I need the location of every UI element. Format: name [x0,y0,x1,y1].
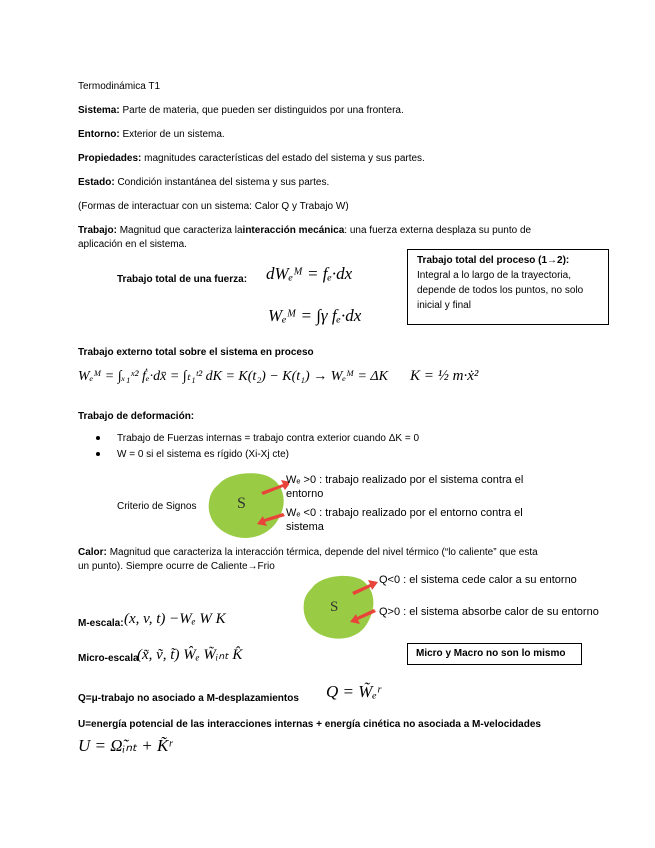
q-positivo: Q>0 : el sistema absorbe calor de su entorno [379,606,599,618]
text-estado: Condición instantánea del sistema y sus partes. [117,177,330,188]
proceso-box-title: Trabajo total del proceso (1→2): [417,255,570,266]
m-escala-label: M-escala: [78,618,124,629]
deformacion-bullet2: W = 0 si el sistema es rígido (Xi-Xj cte) [117,449,289,460]
trabajo-text-a: Magnitud que caracteriza la [119,225,243,236]
term-sistema: Sistema: [78,105,120,116]
blob-letter: S [330,599,339,615]
bullet-dot [96,452,100,456]
u-def-label: U=energía potencial de las interacciones internas + energía cinética no asociada a M-velocidades [78,719,541,730]
def-sistema [78,104,404,117]
text-propiedades: magnitudes características del estado del sistema y sus partes. [144,153,425,164]
trabajo-line2: aplicación en el sistema. [78,239,187,250]
deformacion-label: Trabajo de deformación: [78,411,195,422]
term-calor: Calor: [78,547,107,558]
q-def-eq: Q = W̃ₑʳ [326,682,381,701]
text-entorno: Exterior de un sistema. [122,129,225,140]
externo-label: Trabajo externo total sobre el sistema en proceso [78,347,314,358]
proceso-box [407,249,609,325]
blob-letter: S [237,495,246,512]
proceso-box-line3: inicial y final [417,300,471,311]
text-sistema: Parte de materia, que pueden ser distinguidos por una frontera. [122,105,404,116]
sistema-blob-calor [300,572,380,644]
deformacion-bullet1: Trabajo de Fuerzas internas = trabajo contra exterior cuando ΔK = 0 [117,433,420,444]
formas-text: (Formas de interactuar con un sistema: Calor Q y Trabajo W) [78,201,349,212]
micro-macro-text: Micro y Macro no son lo mismo [416,648,566,659]
def-entorno [78,128,225,141]
q-def-label: Q=μ-trabajo no asociado a M-desplazamientos [78,693,299,704]
eq-w-integral: Wₑᴹ = ∫γ fₑ·dx [268,306,362,325]
eq-dw: dWₑᴹ = fₑ·dx [266,264,353,283]
signos-negativo-line2: sistema [286,521,324,533]
calor-line1 [78,546,538,559]
signos-positivo-line2: entorno [286,488,324,500]
m-escala-eq: (x, v, t) −Wₑ W K [124,611,226,627]
sistema-blob-signos [205,470,289,544]
signos-positivo-line1: Wₑ >0 : trabajo realizado por el sistema contra el [286,474,524,486]
signos-label: Criterio de Signos [117,501,197,512]
proceso-box-line1: Integral a lo largo de la trayectoria, [417,270,571,281]
trabajo-line1 [78,224,531,237]
micro-escala-eq: (x̃, ṽ, t̃) Ŵₑ W̃ᵢₙₜ K̂ [137,647,243,663]
eq-externo: Wₑᴹ = ∫ₓ₁ˣ² ḟₑ·dx̄ = ∫ₜ₁ᵗ² dK = K(t₂) − K(t₁) → Wₑᴹ = ΔK [78,369,388,384]
proceso-box-line2: depende de todos los puntos, no solo [417,285,584,296]
bullet-dot [96,436,100,440]
u-def-eq: U = Ω̃ᵢₙₜ + K̃ʳ [78,736,173,755]
calor-line2: un punto). Siempre ocurre de Caliente→Frio [78,561,275,572]
eq-k: K = ½ m·ẋ² [410,368,479,384]
calor-text-a: Magnitud que caracteriza la interacción térmica, depende del nivel térmico (“lo caliente” que esta [109,547,538,558]
document-title: Termodinámica T1 [78,81,161,92]
term-propiedades: Propiedades: [78,153,142,164]
micro-escala-label: Micro-escala [78,653,139,664]
trabajo-text-c: : una fuerza externa desplaza su punto de [344,225,532,236]
term-estado: Estado: [78,177,115,188]
signos-negativo-line1: Wₑ <0 : trabajo realizado por el entorno contra el [286,507,523,519]
q-negativo: Q<0 : el sistema cede calor a su entorno [379,574,577,586]
fuerza-label: Trabajo total de una fuerza: [117,274,248,285]
micro-macro-box [407,643,582,665]
def-estado [78,176,329,189]
term-trabajo: Trabajo: [78,225,117,236]
def-propiedades [78,152,425,165]
trabajo-text-b: interacción mecánica [242,225,345,236]
term-entorno: Entorno: [78,129,120,140]
